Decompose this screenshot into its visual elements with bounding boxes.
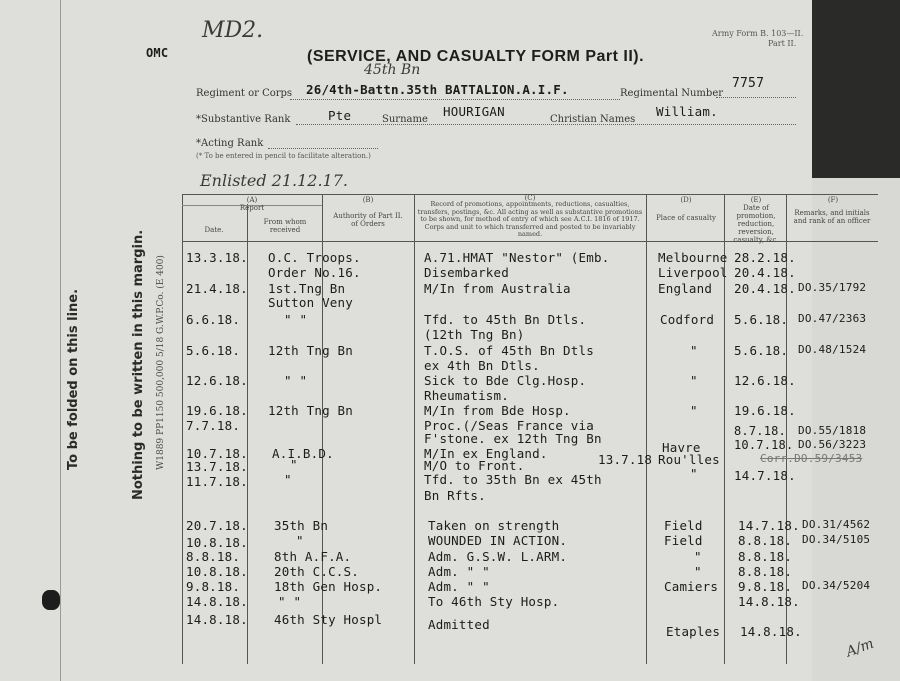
rank-dotline xyxy=(296,124,796,125)
row3-edate: 20.4.18. xyxy=(734,281,796,296)
margin-instruction: Nothing to be written in this margin. xyxy=(131,229,146,500)
row7-remark: DO.48/1524 xyxy=(798,343,867,356)
row14-place: Havre xyxy=(662,440,701,455)
row16-record: Tfd. to 35th Bn ex 45th xyxy=(424,472,602,487)
printer-code: W1889 PP1150 500,000 5/18 G.W.P.Co. (E 400) xyxy=(156,255,166,470)
row19-from: " xyxy=(296,533,304,548)
christian-names-label: Christian Names xyxy=(550,114,636,125)
row6-record: (12th Tng Bn) xyxy=(424,327,525,342)
col-rule-c xyxy=(414,194,415,664)
regiment-dotline xyxy=(290,99,620,100)
col-a-letter: (A) xyxy=(246,196,258,204)
row11-from: 12th Tng Bn xyxy=(268,403,353,418)
row1-record: A.71.HMAT "Nestor" (Emb. xyxy=(424,250,610,265)
row23-date: 14.8.18. xyxy=(186,594,248,609)
acting-rank-note: (* To be entered in pencil to facilitate alteration.) xyxy=(196,152,371,160)
row9-place: " xyxy=(690,373,698,388)
punch-hole xyxy=(42,590,60,610)
row15-place: Rou'lles xyxy=(658,452,720,467)
row9-edate: 12.6.18. xyxy=(734,373,796,388)
row2-edate: 20.4.18. xyxy=(734,265,796,280)
col-d-title: Place of casualty xyxy=(656,214,716,222)
row19-remark: DO.34/5105 xyxy=(802,533,871,546)
officer-initials: A/m xyxy=(844,635,876,661)
row10-record: Rheumatism. xyxy=(424,388,509,403)
row16-date: 11.7.18. xyxy=(186,474,248,489)
row15-date: 13.7.18. xyxy=(186,459,248,474)
row5-record: Tfd. to 45th Bn Dtls. xyxy=(424,312,587,327)
row24-record: Admitted xyxy=(428,617,490,632)
surname-value: HOURIGAN xyxy=(443,104,505,119)
col-b-title: Authority of Part II. of Orders xyxy=(333,212,403,228)
row20-from: 8th A.F.A. xyxy=(274,549,352,564)
row21-edate: 8.8.18. xyxy=(738,564,793,579)
row24-from: 46th Sty Hospl xyxy=(274,612,383,627)
col-f-title: Remarks, and initials and rank of an officer xyxy=(793,209,871,225)
row7-edate: 5.6.18. xyxy=(734,343,789,358)
col-a-date-header: Date. xyxy=(204,226,224,234)
row7-date: 5.6.18. xyxy=(186,343,241,358)
row18-place: Field xyxy=(664,518,703,533)
regiment-correction: 45th Bn xyxy=(364,62,421,78)
row14-remark: DO.56/3223 xyxy=(798,438,867,451)
acting-rank-label: *Acting Rank xyxy=(196,138,264,149)
fold-instruction: To be folded on this line. xyxy=(66,288,81,470)
row8-record: ex 4th Bn Dtls. xyxy=(424,358,540,373)
row18-edate: 14.7.18. xyxy=(738,518,800,533)
col-a-from-header: From whom received xyxy=(263,218,307,234)
row14-edate: 10.7.18. xyxy=(734,438,794,452)
row5-from: " " xyxy=(284,312,308,327)
row11-date: 19.6.18. xyxy=(186,403,248,418)
col-e-title: Date of promotion, reduction, reversion, casualty, &c. xyxy=(733,204,779,244)
row9-record: Sick to Bde Clg.Hosp. xyxy=(424,373,587,388)
col-rule-d xyxy=(646,194,647,664)
row15-record-date: 13.7.18 xyxy=(598,452,653,467)
col-b-letter: (B) xyxy=(362,196,374,204)
row20-date: 8.8.18. xyxy=(186,549,241,564)
army-form-part: Part II. xyxy=(768,39,797,48)
row19-date: 10.8.18. xyxy=(186,535,248,550)
row7-record: T.O.S. of 45th Bn Dtls xyxy=(424,343,594,358)
row22-place: Camiers xyxy=(664,579,719,594)
row3-remark: DO.35/1792 xyxy=(798,281,867,294)
annotation-md2: MD2. xyxy=(202,18,264,43)
col-rule-left xyxy=(182,194,183,664)
row5-place: Codford xyxy=(660,312,715,327)
row19-edate: 8.8.18. xyxy=(738,533,793,548)
row4-from: Sutton Veny xyxy=(268,295,353,310)
reg-number-label: Regimental Number xyxy=(620,88,724,99)
row18-record: Taken on strength xyxy=(428,518,560,533)
row23-edate: 14.8.18. xyxy=(738,594,800,609)
row15-record: M/O to Front. xyxy=(424,458,525,473)
row2-record: Disembarked xyxy=(424,265,509,280)
col-a-title: Report xyxy=(239,204,265,212)
row16-edate: 14.7.18. xyxy=(734,468,796,483)
row13-remark: DO.55/1818 xyxy=(798,424,867,437)
row11-record: M/In from Bde Hosp. xyxy=(424,403,571,418)
row14-date: 10.7.18. xyxy=(186,446,248,461)
fold-line xyxy=(60,0,61,681)
row23-record: To 46th Sty Hosp. xyxy=(428,594,560,609)
row24-edate: 14.8.18. xyxy=(740,624,802,639)
form-title: (SERVICE, AND CASUALTY FORM Part II). xyxy=(307,48,645,65)
col-c-title: Record of promotions, appointments, reductions, casualties, transfers, postings, &c. All acting as well as substantive promotions to be shown, for method of entry of which see A.C.I. 1816 of 1917. Corps and unit to which transferred and posted to be invariably named. xyxy=(417,200,643,238)
row22-from: 18th Gen Hosp. xyxy=(274,579,383,594)
row9-from: " " xyxy=(284,373,308,388)
row5-edate: 5.6.18. xyxy=(734,312,789,327)
row22-record: Adm. " " xyxy=(428,579,490,594)
row7-place: " xyxy=(690,343,698,358)
row14-record: M/In ex England. xyxy=(424,446,548,461)
row1-edate: 28.2.18. xyxy=(734,250,796,265)
row21-date: 10.8.18. xyxy=(186,564,248,579)
row20-edate: 8.8.18. xyxy=(738,549,793,564)
col-d-letter: (D) xyxy=(680,196,692,204)
rank-value: Pte xyxy=(328,108,352,123)
row1-from: O.C. Troops. xyxy=(268,250,361,265)
row22-edate: 9.8.18. xyxy=(738,579,793,594)
row3-from: 1st.Tng Bn xyxy=(268,281,346,296)
col-c-letter: (C) xyxy=(524,194,536,202)
row21-from: 20th C.C.S. xyxy=(274,564,359,579)
row3-record: M/In from Australia xyxy=(424,281,571,296)
surname-label: Surname xyxy=(382,114,428,125)
regiment-label: Regiment or Corps xyxy=(196,88,293,99)
reg-number-value: 7757 xyxy=(732,76,765,91)
row1-date: 13.3.18. xyxy=(186,250,248,265)
row19-record: WOUNDED IN ACTION. xyxy=(428,533,568,548)
regiment-value: 26/4th-Battn.35th BATTALION.A.I.F. xyxy=(306,82,569,97)
row19-place: Field xyxy=(664,533,703,548)
row20-record: Adm. G.S.W. L.ARM. xyxy=(428,549,568,564)
row2-place: Liverpool xyxy=(658,265,728,280)
row3-date: 21.4.18. xyxy=(186,281,248,296)
reg-number-dotline xyxy=(716,97,796,98)
rank-label: *Substantive Rank xyxy=(196,114,291,125)
row1-place: Melbourne xyxy=(658,250,728,265)
col-e-letter: (E) xyxy=(750,196,762,204)
col-f-letter: (F) xyxy=(827,196,839,204)
row16-place: " xyxy=(690,466,698,481)
row15-from: " xyxy=(290,457,298,472)
row12-record: Proc.(/Seas France via xyxy=(424,418,594,433)
row18-from: 35th Bn xyxy=(274,518,329,533)
row21-record: Adm. " " xyxy=(428,564,490,579)
enlisted-note: Enlisted 21.12.17. xyxy=(200,171,348,190)
row16-from: " xyxy=(284,472,292,487)
row18-date: 20.7.18. xyxy=(186,518,248,533)
row21-place: " xyxy=(694,564,702,579)
acting-rank-dotline xyxy=(268,148,378,149)
row2-from: Order No.16. xyxy=(268,265,361,280)
row17-record: Bn Rfts. xyxy=(424,488,486,503)
row24-place: Etaples xyxy=(666,624,721,639)
row11-place: " xyxy=(690,403,698,418)
row13-edate: 8.7.18. xyxy=(734,424,786,438)
row14-from: A.I.B.D. xyxy=(272,446,334,461)
row5-remark: DO.47/2363 xyxy=(798,312,867,325)
row3-place: England xyxy=(658,281,713,296)
row18-remark: DO.31/4562 xyxy=(802,518,871,531)
row20-place: " xyxy=(694,549,702,564)
row24-date: 14.8.18. xyxy=(186,612,248,627)
christian-names-value: William. xyxy=(656,104,718,119)
row15-struck-remark: Corr.DO.59/3453 xyxy=(760,452,863,465)
row22-remark: DO.34/5204 xyxy=(802,579,871,592)
army-form-number: Army Form B. 103—II. xyxy=(712,29,804,38)
office-code: OMC xyxy=(146,46,169,60)
row13-record: F'stone. ex 12th Tng Bn xyxy=(424,431,602,446)
row22-date: 9.8.18. xyxy=(186,579,241,594)
row12-date: 7.7.18. xyxy=(186,418,241,433)
row23-from: " " xyxy=(278,594,302,609)
row11-edate: 19.6.18. xyxy=(734,403,796,418)
row5-date: 6.6.18. xyxy=(186,312,241,327)
row9-date: 12.6.18. xyxy=(186,373,248,388)
row7-from: 12th Tng Bn xyxy=(268,343,353,358)
